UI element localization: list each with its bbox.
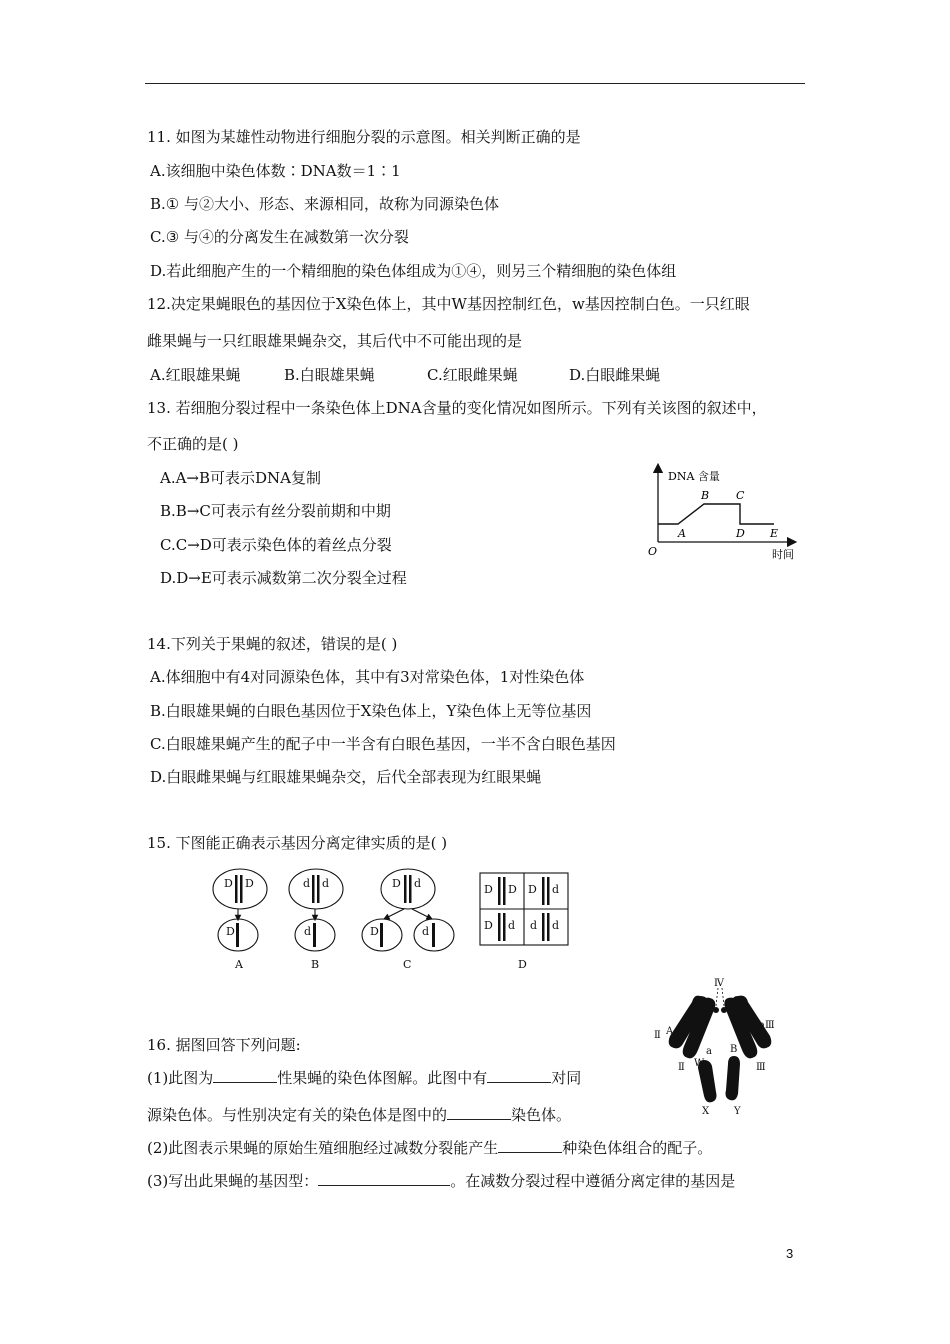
q11-stem: 11. 如图为某雄性动物进行细胞分裂的示意图。相关判断正确的是 xyxy=(147,128,581,146)
q15-diagram xyxy=(200,865,590,975)
q15-label-d: D xyxy=(518,958,527,971)
q16-line4 xyxy=(147,1171,735,1191)
q13-x-label: 时间 xyxy=(772,548,794,561)
q16-chromosome-figure xyxy=(650,976,790,1116)
header-rule xyxy=(145,83,805,84)
q16-label-ii-bottom: Ⅱ xyxy=(678,1062,685,1073)
q12-option-b: B.白眼雄果蝇 xyxy=(284,366,375,384)
q13-stem-line1: 13. 若细胞分裂过程中一条染色体上DNA含量的变化情况如图所示。下列有关该图的叙述中， xyxy=(147,399,767,417)
q15-c-gamete-2: d xyxy=(422,925,430,938)
q15-b-allele-2: d xyxy=(322,877,330,890)
q16-line2 xyxy=(147,1105,571,1125)
q13-point-d: D xyxy=(736,527,745,540)
q16-line3-part2: 种染色体组合的配子。 xyxy=(562,1139,713,1157)
q15-d-cell1-b: D xyxy=(508,883,517,896)
q16-label-x: X xyxy=(702,1106,710,1117)
q15-d-cell1-a: D xyxy=(484,883,493,896)
q16-line4-part1: (3)写出此果蝇的基因型： xyxy=(147,1172,319,1190)
q12-option-a: A.红眼雄果蝇 xyxy=(150,366,241,384)
q16-line3-part1: (2)此图表示果蝇的原始生殖细胞经过减数分裂能产生 xyxy=(147,1139,499,1157)
q11-option-d: D.若此细胞产生的一个精细胞的染色体组成为①④，则另三个精细胞的染色体组 xyxy=(150,262,677,280)
q15-c-gamete-1: D xyxy=(370,925,379,938)
page-number: 3 xyxy=(786,1246,794,1261)
q15-a-allele-2: D xyxy=(245,877,254,890)
q13-option-b: B.B→C可表示有丝分裂前期和中期 xyxy=(160,502,391,520)
q13-option-d: D.D→E可表示减数第二次分裂全过程 xyxy=(160,569,407,587)
q15-a-allele-1: D xyxy=(224,877,233,890)
q11-option-b: B.① 与②大小、形态、来源相同，故称为同源染色体 xyxy=(150,195,500,213)
q15-label-b: B xyxy=(311,958,320,971)
q12-stem-line2: 雌果蝇与一只红眼雄果蝇杂交，其后代中不可能出现的是 xyxy=(147,332,523,350)
q16-line1-part3: 对同 xyxy=(551,1069,582,1087)
q12-stem-line1: 12.决定果蝇眼色的基因位于X染色体上，其中W基因控制红色，w基因控制白色。一只红眼 xyxy=(147,295,750,313)
q16-line1-part1: (1)此图为 xyxy=(147,1069,214,1087)
q16-label-allele-b-lower: b xyxy=(758,1020,765,1031)
q13-point-b: B xyxy=(701,489,710,502)
q16-line1-part2: 性果蝇的染色体图解。此图中有 xyxy=(277,1069,488,1087)
q16-blank-sex[interactable] xyxy=(213,1068,277,1083)
q13-option-a: A.A→B可表示DNA复制 xyxy=(160,469,322,487)
q14-option-a: A.体细胞中有4对同源染色体，其中有3对常染色体，1对性染色体 xyxy=(150,668,585,686)
q13-option-c: C.C→D可表示染色体的着丝点分裂 xyxy=(160,536,392,554)
q16-stem: 16. 据图回答下列问题: xyxy=(147,1036,301,1054)
q15-d-cell2-a: D xyxy=(528,883,537,896)
q14-option-c: C.白眼雄果蝇产生的配子中一半含有白眼色基因，一半不含白眼色基因 xyxy=(150,735,616,753)
q16-label-iii-right: Ⅲ xyxy=(765,1020,775,1031)
q16-blank-pairs[interactable] xyxy=(487,1068,551,1083)
q16-line4-part2: 。在减数分裂过程中遵循分离定律的基因是 xyxy=(450,1172,736,1190)
q15-d-cell3-b: d xyxy=(508,919,516,932)
q12-options xyxy=(150,365,750,385)
q15-d-cell4-b: d xyxy=(552,919,560,932)
q15-d-cell2-b: d xyxy=(552,883,560,896)
q12-option-d: D.白眼雌果蝇 xyxy=(569,366,661,384)
q16-blank-sex-chromosome[interactable] xyxy=(447,1105,511,1120)
q16-label-allele-a-lower: a xyxy=(706,1046,712,1057)
q14-option-b: B.白眼雄果蝇的白眼色基因位于X染色体上，Y染色体上无等位基因 xyxy=(150,702,592,720)
q15-d-cell3-a: D xyxy=(484,919,493,932)
q16-blank-genotype[interactable] xyxy=(318,1171,450,1186)
q16-line2-part1: 源染色体。与性别决定有关的染色体是图中的 xyxy=(147,1106,448,1124)
q16-line3 xyxy=(147,1138,712,1158)
q16-label-ii-left: Ⅱ xyxy=(654,1030,661,1041)
q15-label-c: C xyxy=(403,958,412,971)
q13-point-e: E xyxy=(770,527,779,540)
q16-line2-part2: 染色体。 xyxy=(511,1106,572,1124)
q15-stem: 15. 下图能正确表示基因分离定律实质的是( ) xyxy=(147,834,448,852)
q16-label-y: Y xyxy=(734,1106,741,1117)
q15-c-allele-1: D xyxy=(392,877,401,890)
q11-option-a: A.该细胞中染色体数∶DNA数＝1∶1 xyxy=(150,162,401,180)
q13-dna-graph xyxy=(640,460,810,565)
q16-label-iv: Ⅳ xyxy=(714,978,724,989)
q13-origin-label: O xyxy=(648,545,658,558)
q14-option-d: D.白眼雌果蝇与红眼雄果蝇杂交，后代全部表现为红眼果蝇 xyxy=(150,768,542,786)
q16-line1 xyxy=(147,1068,581,1088)
q16-label-allele-a-upper: A xyxy=(666,1026,674,1037)
q13-stem-line2: 不正确的是( ) xyxy=(147,435,239,453)
q11-option-c: C.③ 与④的分离发生在减数第一次分裂 xyxy=(150,228,409,246)
q13-dna-curve xyxy=(658,504,774,524)
q15-b-gamete-allele: d xyxy=(304,925,312,938)
q16-blank-gamete-types[interactable] xyxy=(498,1138,562,1153)
q13-point-a: A xyxy=(678,527,686,540)
q12-option-c: C.红眼雌果蝇 xyxy=(427,366,518,384)
q15-a-gamete-allele: D xyxy=(226,925,235,938)
q15-c-allele-2: d xyxy=(414,877,422,890)
q14-stem: 14.下列关于果蝇的叙述，错误的是( ) xyxy=(147,635,398,653)
q16-label-allele-w: W xyxy=(694,1058,705,1069)
q15-label-a: A xyxy=(235,958,243,971)
q16-label-iii-bottom: Ⅲ xyxy=(756,1062,766,1073)
q13-point-c: C xyxy=(736,489,745,502)
q16-label-allele-b-upper: B xyxy=(730,1044,738,1055)
q13-y-label: DNA 含量 xyxy=(668,470,720,483)
q15-b-allele-1: d xyxy=(303,877,311,890)
q15-d-cell4-a: d xyxy=(530,919,538,932)
